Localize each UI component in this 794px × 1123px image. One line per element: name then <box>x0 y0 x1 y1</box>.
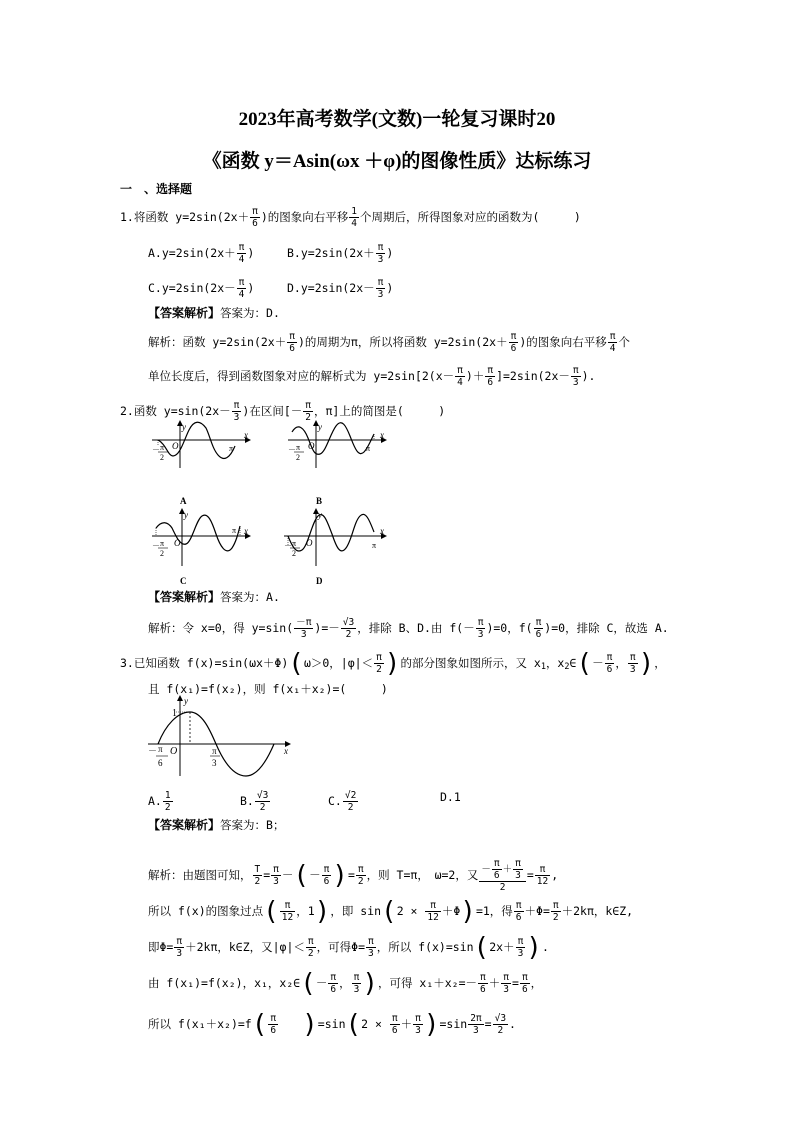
q3-explanation-3: 即Φ= $\frac{\pi}{3}$ ＋2kπ，k∈Z，又|φ|＜ $\frac{\pi}{2}$ ，可得Φ= $\frac{\pi}{3}$ ，所以 f(x)=sin(2x＋ $\frac{\pi}{3}$ ). <box>148 932 549 963</box>
graph-a-y-label: y <box>182 422 186 432</box>
graph-d-minus: － <box>284 541 292 550</box>
graph-c <box>152 509 250 586</box>
graph-a-two: 2 <box>160 453 164 462</box>
graph-c-pi: π <box>232 526 237 535</box>
q3-option-d: D.1 <box>440 790 461 804</box>
graph-a-letter: A <box>180 496 187 506</box>
q3-graph-pi-neg: π <box>158 744 163 754</box>
graph-b <box>288 421 386 506</box>
graph-d-pi-neg: π <box>292 539 297 548</box>
graph-a-pi: π <box>229 444 234 453</box>
graph-d-origin: O <box>306 538 313 548</box>
q3-graph-one: 1 <box>172 708 177 719</box>
q3-graph <box>146 694 296 778</box>
q3-graph-minus: － <box>148 746 158 756</box>
graph-b-origin: O <box>308 441 315 451</box>
graph-b-x-label: x <box>380 430 384 440</box>
page-title: 2023年高考数学(文数)一轮复习课时20 <box>238 109 556 130</box>
graph-c-origin: O <box>174 538 181 548</box>
graph-b-pi-neg: π <box>296 443 301 452</box>
q3-option-c: C. $\frac{√2}{2}$ <box>328 790 357 813</box>
q2-explanation: 解析：令 x=0，得 y=sin( $\frac{-\pi}{3}$ )=－ $\frac{√3}{2}$ ，排除 B、D.由 f(－ $\frac{\pi}{3}$ )=0，f( $\frac{\pi}{6}$ )=0，排除 C，故选 A. <box>148 617 669 640</box>
graph-c-pi-neg: π <box>160 539 165 548</box>
graph-b-pi: π <box>366 444 371 453</box>
graph-a-x-label: x <box>244 430 248 440</box>
graph-d <box>284 509 386 586</box>
graph-a-minus: － <box>152 445 160 454</box>
q3-graph-x-label: x <box>284 746 288 756</box>
graph-c-two: 2 <box>160 549 164 558</box>
q1-answer: 【答案解析】答案为：D. <box>148 306 280 320</box>
graph-d-two: 2 <box>292 549 296 558</box>
q3-graph-six: 6 <box>158 758 163 768</box>
graph-c-letter: C <box>180 576 187 586</box>
q1-option-a: A.y=2sin(2x＋ $\frac{\pi}{4}$ ) <box>148 242 255 265</box>
graph-d-y-label: y <box>318 510 322 520</box>
q3-option-b: B. $\frac{√3}{2}$ <box>240 790 269 813</box>
graph-b-minus: － <box>288 445 296 454</box>
q3-graph-origin: O <box>170 746 178 757</box>
q3-stem-2: 且 f(x₁)=f(x₂)，则 f(x₁＋x₂)=( ) <box>148 682 388 696</box>
graph-b-y-label: y <box>318 422 322 432</box>
q2-stem: 2.函数 y=sin(2x－ $\frac{\pi}{3}$ )在区间[－ $\frac{\pi}{2}$ ，π]上的简图是( ) <box>120 400 446 423</box>
q1-option-b: B.y=2sin(2x＋ $\frac{\pi}{3}$ ) <box>287 242 394 265</box>
q3-graph-pi: π <box>212 746 217 756</box>
q1-stem: 1.将函数 y=2sin(2x＋ $\frac{\pi}{6}$ )的图象向右平移 $\frac{1}{4}$ 个周期后，所得图象对应的函数为( ) <box>120 206 581 229</box>
graph-b-two: 2 <box>296 453 300 462</box>
q1-option-c: C.y=2sin(2x－ $\frac{\pi}{4}$ ) <box>148 277 255 300</box>
q3-graph-y-label: y <box>184 696 188 706</box>
q3-option-a: A. $\frac{1}{2}$ <box>148 790 171 813</box>
graph-d-pi: π <box>372 541 377 550</box>
page-subtitle: 《函数 y＝Asin(ωx ＋φ)的图像性质》达标练习 <box>202 151 592 172</box>
graph-c-x-label: x <box>244 526 248 536</box>
graph-c-minus: － <box>152 541 160 550</box>
graph-a <box>152 421 250 506</box>
q3-graph-three: 3 <box>212 758 217 768</box>
q3-explanation-1: 解析：由题图可知， $\frac{T}{2}$ = $\frac{\pi}{3}$ －(－ $\frac{\pi}{6}$ )= $\frac{\pi}{2}$ ，则 T=π， ω=2，又 － $\frac{\pi}{6}$ ＋ $\frac{\pi}{3}$ 2 = $\frac{\pi}{12}$ , <box>148 858 559 893</box>
graph-d-letter: D <box>316 576 323 586</box>
q3-explanation-2: 所以 f(x)的图象过点( $\frac{\pi}{12}$ ，1)，即 sin(2 × $\frac{\pi}{12}$ ＋Φ)=1，得 $\frac{\pi}{6}$ ＋Φ= $\frac{\pi}{2}$ ＋2kπ，k∈Z, <box>148 896 634 927</box>
graph-b-letter: B <box>316 496 323 506</box>
q1-explanation-2: 单位长度后，得到函数图象对应的解析式为 y=2sin[2(x－ $\frac{\pi}{4}$ )＋ $\frac{\pi}{6}$ ]=2sin(2x－ $\frac{\pi}{3}$ ). <box>148 365 596 388</box>
q3-explanation-4: 由 f(x₁)=f(x₂)，x₁，x₂∈(－ $\frac{\pi}{6}$ ， $\frac{\pi}{3}$ )，可得 x₁＋x₂=－ $\frac{\pi}{6}$ ＋ $\frac{\pi}{3}$ = $\frac{\pi}{6}$ ， <box>148 968 543 999</box>
graph-d-x-label: x <box>380 526 384 536</box>
graph-c-y-label: y <box>184 510 188 520</box>
q3-explanation-5: 所以 f(x₁＋x₂)=f( $\frac{\pi}{6}$ )=sin(2 × $\frac{\pi}{6}$ ＋ $\frac{\pi}{3}$ )=sin $\frac{2\pi}{3}$ = $\frac{√3}{2}$ . <box>148 1009 516 1040</box>
q2-graphs <box>140 418 400 590</box>
q3-stem: 3.已知函数 f(x)=sin(ωx＋Φ)(ω＞0，|φ|＜ $\frac{\pi}{2}$ )的部分图象如图所示，又 x1，x2∈(－ $\frac{\pi}{6}$ ， $\frac{\pi}{3}$ )， <box>120 648 666 679</box>
q1-option-d: D.y=2sin(2x－ $\frac{\pi}{3}$ ) <box>287 277 394 300</box>
q3-answer: 【答案解析】答案为：B； <box>148 818 285 832</box>
q1-explanation-1: 解析：函数 y=2sin(2x＋ $\frac{\pi}{6}$ )的周期为π，所以将函数 y=2sin(2x＋ $\frac{\pi}{6}$ )的图象向右平移 $\frac{\pi}{4}$ 个 <box>148 331 630 354</box>
q2-answer: 【答案解析】答案为：A. <box>148 590 280 604</box>
graph-a-origin: O <box>172 441 179 451</box>
graph-a-pi-neg: π <box>160 443 165 452</box>
section-heading: 一 、选择题 <box>120 182 193 196</box>
